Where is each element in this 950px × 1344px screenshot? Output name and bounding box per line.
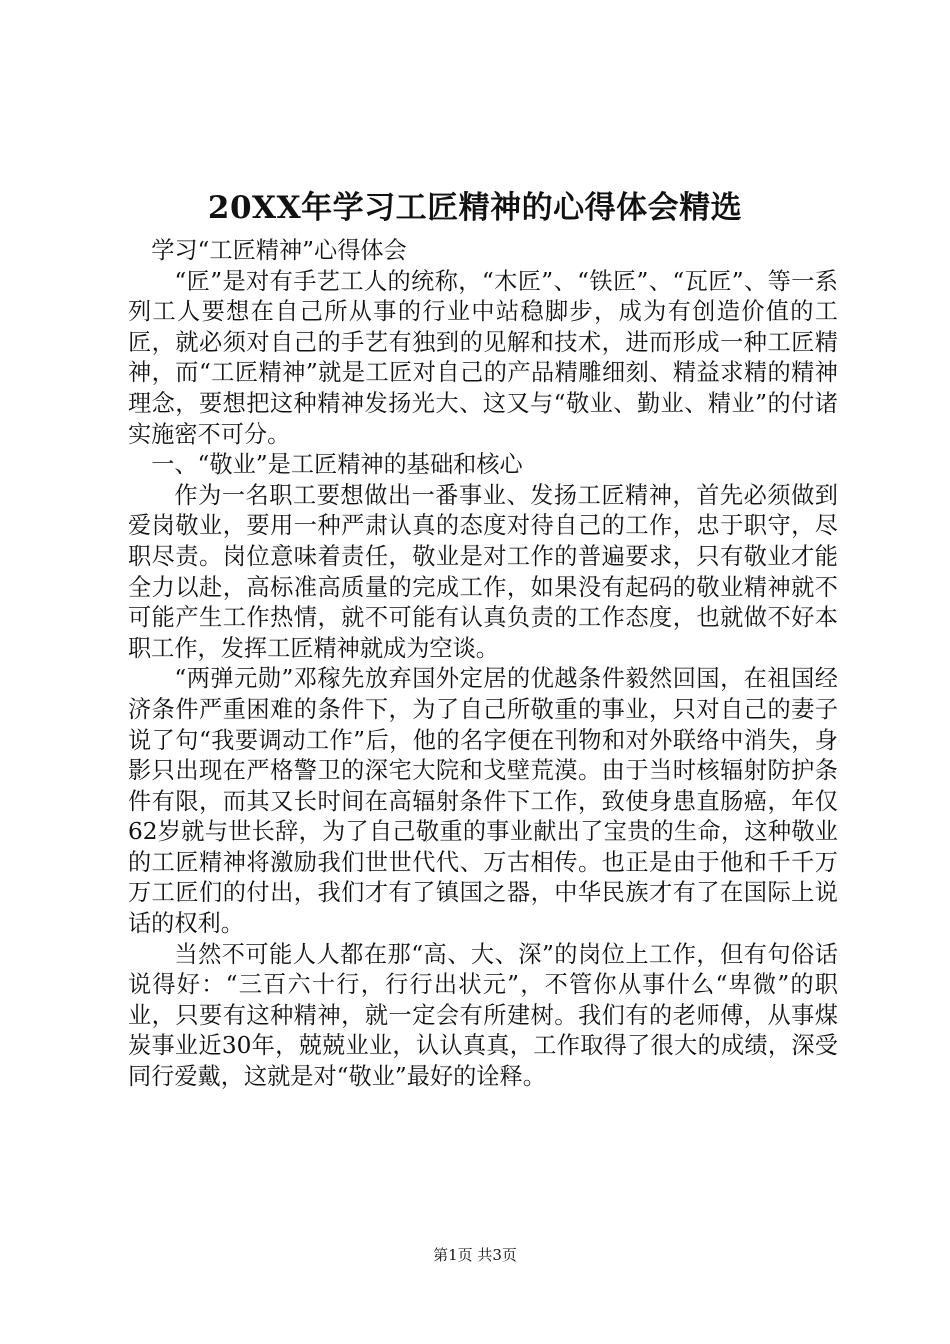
document-body bbox=[128, 236, 838, 1093]
section-heading: 一、“敬业”是工匠精神的基础和核心 bbox=[151, 451, 523, 479]
body-paragraph: “两弹元勋”邓稼先放弃国外定居的优越条件毅然回国，在祖国经济条件严重困难的条件下，为了自己所敬重的事业，只对自己的妻子说了句“我要调动工作”后，他的名字便在刊物和对外联络中消失，身影只出现在严格警卫的深宅大院和戈壁荒漠。由于当时核辐射防护条件有限，而其又长时间在高辐射条件下工作，致使身患直肠癌，年仅62岁就与世长辞，为了自己敬重的事业献出了宝贵的生命，这种敬业的工匠精神将激励我们世世代代、万古相传。也正是由于他和千千万万工匠们的付出，我们才有了镇国之器，中华民族才有了在国际上说话的权利。 bbox=[128, 665, 838, 938]
body-paragraph: 当然不可能人人都在那“高、大、深”的岗位上工作，但有句俗话说得好：“三百六十行，行行出状元”，不管你从事什么“卑微”的职业，只要有这种精神，就一定会有所建树。我们有的老师傅，从事煤炭事业近30年，兢兢业业，认认真真，工作取得了很大的成绩，深受同行爱戴，这就是对“敬业”最好的诠释。 bbox=[128, 940, 838, 1091]
page-number-footer: 第1页 共3页 bbox=[433, 1246, 517, 1264]
subtitle-paragraph: 学习“工匠精神”心得体会 bbox=[151, 237, 407, 264]
body-paragraph: 作为一名职工要想做出一番事业、发扬工匠精神，首先必须做到爱岗敬业，要用一种严肃认真的态度对待自己的工作，忠于职守，尽职尽责。岗位意味着责任，敬业是对工作的普遍要求，只有敬业才能全力以赴，高标准高质量的完成工作，如果没有起码的敬业精神就不可能产生工作热情，就不可能有认真负责的工作态度，也就做不好本职工作，发挥工匠精神就成为空谈。 bbox=[128, 481, 838, 662]
intro-paragraph: “匠”是对有手艺工人的统称，“木匠”、“铁匠”、“瓦匠”、等一系列工人要想在自己所从事的行业中站稳脚步，成为有创造价值的工匠，就必须对自己的手艺有独到的见解和技术，进而形成一种工匠精神，而“工匠精神”就是工匠对自己的产品精雕细刻、精益求精的精神理念，要想把这种精神发扬光大、这又与“敬业、勤业、精业”的付诸实施密不可分。 bbox=[128, 267, 838, 448]
document-title: 20XX年学习工匠精神的心得体会精选 bbox=[207, 190, 743, 226]
